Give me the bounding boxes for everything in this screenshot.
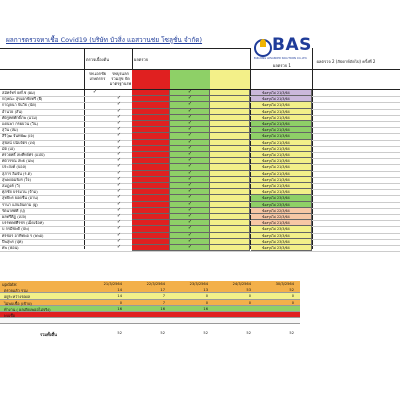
check-mark-icon: ✓ — [187, 206, 193, 213]
result-1-text: ข้อสรุปไม่ 21/3/64 — [262, 97, 290, 102]
check-mark-icon: ✓ — [187, 157, 193, 164]
result-1-text: ข้อสรุปไม่ 21/3/64 — [262, 134, 290, 139]
result-1-text: ข้อสรุปไม่ 21/3/64 — [262, 171, 290, 176]
check-mark-icon: ✓ — [187, 138, 193, 145]
employee-name: สุพัลน์ ปนับจัตร (เฟ) — [2, 139, 36, 145]
logo-mark-icon — [254, 39, 272, 57]
employee-name: สุทธิพร ยอดชื่น (อาน) — [2, 195, 39, 201]
total-value: 52 — [160, 330, 165, 335]
check-mark-icon: ✓ — [116, 144, 122, 151]
check-mark-icon: ✓ — [116, 132, 122, 139]
header-results: ผลตรวจ — [134, 57, 149, 62]
summary-value: 0 — [291, 300, 294, 305]
page-title: ผลการตรวจหาเชื้อ Covid19 (บริษัท บัวสิ่ง แอสวานช่ย โซลูชั่น จำกัด) — [6, 36, 203, 44]
summary-value: 17 — [160, 288, 165, 293]
check-mark-icon: ✓ — [116, 157, 122, 164]
summary-value: 16 — [117, 306, 122, 311]
check-mark-icon: ✓ — [116, 194, 122, 201]
check-mark-icon: ✓ — [92, 89, 98, 95]
summary-value: 7 — [162, 294, 165, 299]
check-mark-icon: ✓ — [187, 132, 193, 139]
employee-name: แดนพา กรผบวน (วิน) — [2, 121, 38, 126]
header-hospital-a: รพ.เอกชัย เกษตรกร — [88, 71, 107, 81]
summary-date: 23/3/2564 — [189, 282, 208, 286]
result-1-text: ข้อสรุปไม่ 21/3/64 — [262, 103, 290, 108]
summary-value: 0 — [248, 294, 251, 299]
result-1-text: ข้อสรุปไม่ 21/3/64 — [262, 91, 290, 95]
check-mark-icon: ✓ — [116, 200, 122, 207]
employee-name: ปีพสุพร (ปุค) — [2, 238, 23, 244]
check-mark-icon: ✓ — [116, 169, 122, 176]
result-1-text: ข้อสรุปไม่ 21/3/64 — [262, 109, 290, 114]
header-result-2: ผลตรวจ 2 (สัปดาห์ถัดไป) ครั้งที่ 2 — [316, 59, 376, 64]
summary-value: 0 — [248, 300, 251, 305]
check-mark-icon: ✓ — [187, 120, 193, 126]
check-mark-icon: ✓ — [187, 101, 193, 108]
check-mark-icon: ✓ — [187, 225, 193, 232]
check-mark-icon: ✓ — [116, 219, 122, 226]
result-1-text: ข้อสรุปไม่ 21/3/64 — [262, 115, 290, 120]
header-result-1: ผลตรวจ 1 — [273, 63, 291, 68]
summary-row-label: ตรวจแล้ว รวม — [4, 288, 28, 294]
check-mark-icon: ✓ — [187, 89, 193, 95]
summary-value: 16 — [160, 306, 165, 311]
check-mark-icon: ✓ — [116, 225, 122, 232]
employee-name: สุวัน (สม) — [2, 127, 19, 133]
check-mark-icon: ✓ — [187, 231, 193, 238]
summary-value: 13 — [203, 288, 208, 293]
check-mark-icon: ✓ — [116, 244, 122, 250]
check-mark-icon: ✓ — [187, 182, 193, 188]
summary-value: 14 — [117, 294, 122, 299]
header-initial-check: ตรวจเบื้องต้น — [86, 57, 109, 62]
check-mark-icon: ✓ — [187, 237, 193, 244]
logo-subtitle: BUILDING ADVANCED SOLUTIONS CO.,LTD. — [254, 57, 308, 60]
summary-row-label: พบเชื้อ — [4, 313, 16, 318]
check-mark-icon: ✓ — [187, 144, 193, 151]
check-mark-icon: ✓ — [187, 107, 193, 114]
employee-name: บรรทดศศีรชร (เม็ดเจ้อท) — [2, 220, 44, 226]
employee-name: อำนวย (สัน) — [2, 108, 23, 114]
employee-name: ผลทรีศิฏ (เปล) — [2, 214, 27, 219]
check-mark-icon: ✓ — [116, 126, 122, 133]
check-mark-icon: ✓ — [187, 213, 193, 219]
check-mark-icon: ✓ — [187, 151, 193, 157]
result-1-text: ข้อสรุปไม่ 21/3/64 — [262, 146, 290, 151]
result-1-text: ข้อสรุปไม่ 23/3/64 — [262, 202, 290, 207]
summary-value: 0 — [291, 294, 294, 299]
check-mark-icon: ✓ — [116, 113, 122, 120]
total-label: รวมทั้งสิ้น — [40, 331, 57, 337]
employee-name: กาญจนา จันวิธ (นัด) — [2, 102, 37, 108]
summary-value: 16 — [203, 306, 208, 311]
result-1-text: ข้อสรุปไม่ 23/3/64 — [262, 239, 290, 244]
check-mark-icon: ✓ — [116, 120, 122, 126]
check-mark-icon: ✓ — [116, 138, 122, 145]
result-1-text: ข้อสรุปไม่ 23/3/64 — [262, 233, 290, 238]
check-mark-icon: ✓ — [187, 163, 193, 170]
employee-name: รานา แสนจันดาม (ผู) — [2, 201, 38, 207]
check-mark-icon: ✓ — [187, 188, 193, 195]
employee-name: ศัตรูทศศักดิ์ภพ (แวม) — [2, 114, 38, 120]
employee-name: สิริวุฒ จันทพัฒ (เจ) — [2, 133, 35, 139]
result-1-text: ข้อสรุปไม่ 21/3/64 — [262, 190, 290, 195]
result-1-text: ข้อสรุปไม่ 21/3/64 — [262, 177, 290, 182]
check-mark-icon: ✓ — [187, 244, 193, 250]
result-1-text: ข้อสรุปไม่ 23/3/64 — [262, 227, 290, 232]
check-mark-icon: ✓ — [116, 163, 122, 170]
result-1-text: ข้อสรุปไม่ 21/3/64 — [262, 140, 290, 145]
check-mark-icon: ✓ — [187, 126, 193, 133]
check-mark-icon: ✓ — [116, 237, 122, 244]
summary-date: 22/3/2564 — [146, 282, 165, 286]
check-mark-icon: ✓ — [116, 151, 122, 157]
result-1-text: ข้อสรุปไม่ 21/3/64 — [262, 159, 290, 164]
result-1-text: ข้อสรุปไม่ 23/3/64 — [262, 196, 290, 201]
logo-text: BAS — [272, 35, 312, 55]
result-1-text: ข้อสรุปไม่ 22/3/64 — [262, 208, 290, 213]
header-hospital-b: รพบุรแลกรวมสุข จัดมาตรฐานรพ — [109, 71, 132, 86]
employee-name: บ กรมีชพดิ (ปพ) — [2, 226, 30, 232]
check-mark-icon: ✓ — [116, 175, 122, 182]
summary-value: 0 — [205, 300, 208, 305]
employee-name: มัต (เอ) — [2, 145, 15, 151]
summary-value: 0 — [205, 294, 208, 299]
summary-row-label: ไม่พบเชื้อ (เข้าผ) — [4, 300, 32, 306]
employee-name: รัตนาศศศิ (ปุ) — [2, 207, 26, 213]
employee-name: ศรวยทธิ์ ลพที่ทจ์ศร (แปป) — [2, 152, 45, 157]
summary-date: 21/3/2564 — [103, 282, 122, 286]
check-mark-icon: ✓ — [116, 188, 122, 195]
summary-value: 52 — [289, 288, 294, 293]
summary-value: 7 — [162, 300, 165, 305]
employee-name: ประสงค์ (บอล) — [2, 164, 27, 170]
result-1-text: ข้อสรุปไม่ 21/3/64 — [262, 165, 290, 170]
check-mark-icon: ✓ — [116, 95, 122, 102]
check-mark-icon: ✓ — [116, 107, 122, 114]
employee-name: สุพพยอมพิงร (ใจ) — [2, 176, 31, 182]
summary-row-label: ทำงาน ( ผลเพียงพออไม่จริง) — [4, 306, 51, 312]
total-value: 52 — [203, 330, 208, 335]
check-mark-icon: ✓ — [187, 95, 193, 102]
result-1-text: ข้อสรุปไม่ 21/3/64 — [262, 128, 290, 133]
total-value: 52 — [246, 330, 251, 335]
check-mark-icon: ✓ — [116, 213, 122, 219]
check-mark-icon: ✓ — [116, 182, 122, 188]
summary-date: 30/3/2564 — [275, 282, 294, 286]
check-mark-icon: ✓ — [116, 101, 122, 108]
employee-name: ศุภชัย บรรมวน (จ้าม) — [2, 189, 38, 195]
employee-name: ศพ (ฟอน) — [2, 245, 19, 250]
check-mark-icon: ✓ — [187, 200, 193, 207]
summary-value: 0 — [119, 300, 122, 305]
update-label: update: — [2, 282, 18, 287]
check-mark-icon: ✓ — [116, 231, 122, 238]
check-mark-icon: ✓ — [187, 175, 193, 182]
result-1-text: ข้อสรุปไม่ 23/3/64 — [262, 246, 290, 250]
summary-row — [0, 318, 300, 324]
check-mark-icon: ✓ — [116, 206, 122, 213]
employee-name: ศรชอร อาทิทพอ ร (พพอ) — [2, 232, 44, 238]
check-mark-icon: ✓ — [187, 169, 193, 176]
summary-value: 53 — [246, 288, 251, 293]
check-mark-icon: ✓ — [187, 194, 193, 201]
employee-name: สุภาร ลิมจัน (ร.ต) — [2, 170, 32, 176]
total-value: 52 — [289, 330, 294, 335]
summary-row-label: อยู่ระหว่างรอผล — [4, 294, 31, 300]
total-value: 52 — [117, 330, 122, 335]
result-1-text: ข้อสรุปไม่ 22/3/64 — [262, 215, 290, 219]
summary-value: 14 — [117, 288, 122, 293]
check-mark-icon: ✓ — [187, 113, 193, 120]
check-mark-icon: ✓ — [187, 219, 193, 226]
employee-name: กฤษณะ สุขเอกชัยทรี (ผี) — [2, 96, 43, 102]
employee-name: สมฎงค์ (วิ) — [2, 183, 21, 188]
result-1-text: ข้อสรุปไม่ 21/3/64 — [262, 153, 290, 157]
employee-name: ศตวรรณ สพธ (นพ) — [2, 158, 35, 164]
employee-name: สมัคร์ทร์ ยศไช (ผม) — [2, 90, 36, 95]
result-1-text: ข้อสรุปไม่ 21/3/64 — [262, 184, 290, 188]
result-1-text: ข้อสรุปไม่ 21/3/64 — [262, 221, 290, 226]
result-1-text: ข้อสรุปไม่ 21/3/64 — [262, 122, 290, 126]
summary-date: 24/3/2564 — [232, 282, 251, 286]
